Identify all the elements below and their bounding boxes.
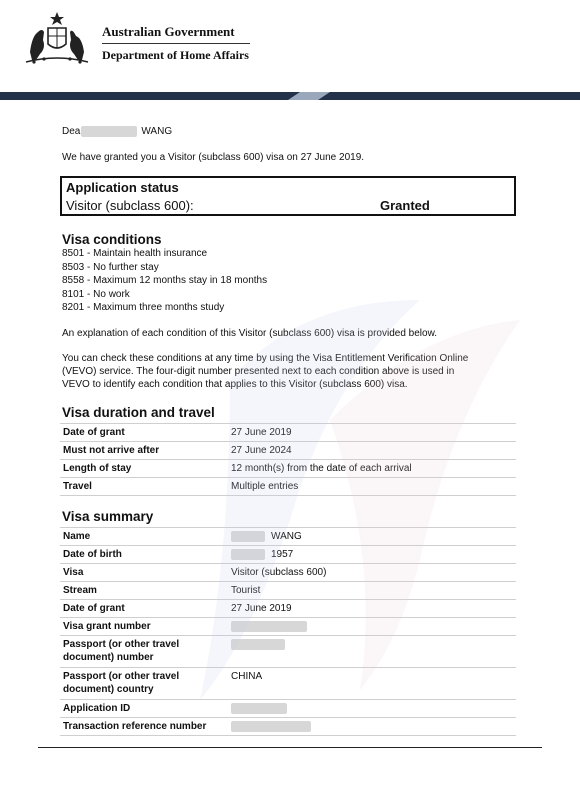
name-value: WANG [271, 531, 302, 543]
footer-divider [38, 747, 542, 748]
vevo-line: (VEVO) service. The four-digit number presented next to each condition above is used in [62, 366, 455, 377]
visa-duration-title: Visa duration and travel [62, 405, 215, 420]
label-line: Passport (or other travel [63, 671, 180, 682]
table-row [60, 617, 516, 635]
label-line: document) number [63, 651, 154, 663]
visa-conditions-list [62, 247, 267, 315]
government-title: Australian Government [102, 24, 235, 39]
row-value [231, 639, 285, 652]
row-label: Stream [63, 585, 97, 596]
visa-summary-table [60, 527, 516, 736]
conditions-explanation: An explanation of each condition of this Visitor (subclass 600) visa is provided below. [62, 328, 438, 339]
row-label: Name [63, 531, 91, 542]
row-value [231, 621, 307, 634]
status-title: Application status [66, 180, 179, 195]
status-visa-type: Visitor (subclass 600): [66, 198, 194, 213]
label-line: Passport (or other travel [63, 639, 180, 650]
row-label [63, 639, 223, 664]
visa-summary-title: Visa summary [62, 509, 154, 524]
department-title: Department of Home Affairs [102, 48, 249, 62]
salutation-surname: WANG [141, 126, 173, 137]
redacted-transaction-reference [231, 721, 311, 732]
row-label: Transaction reference number [63, 721, 207, 732]
table-row [60, 459, 516, 477]
list-item: 8558 - Maximum 12 months stay in 18 months [62, 275, 268, 286]
table-row [60, 717, 516, 736]
table-row [60, 667, 516, 699]
row-value: 27 June 2024 [231, 445, 292, 456]
vevo-line: VEVO to identify each condition that applies to this Visitor (subclass 600) visa. [62, 379, 408, 390]
row-label: Visa [63, 567, 84, 578]
row-value: Tourist [231, 585, 261, 596]
header-band [0, 92, 580, 100]
row-label: Must not arrive after [63, 445, 160, 456]
redacted-given-name [231, 531, 265, 542]
redacted-application-id [231, 703, 287, 714]
list-item: 8201 - Maximum three months study [62, 302, 225, 313]
row-value: CHINA [231, 671, 263, 682]
redacted-passport-number [231, 639, 285, 650]
vevo-paragraph [62, 352, 468, 391]
table-row [60, 527, 516, 545]
row-value: 12 month(s) from the date of each arrival [231, 463, 412, 474]
list-item: 8503 - No further stay [62, 261, 159, 273]
table-row [60, 423, 516, 441]
application-status-box [60, 176, 516, 216]
redacted-birth-day [231, 549, 265, 560]
dob-value: 1957 [271, 549, 294, 561]
row-label: Length of stay [63, 463, 132, 474]
row-value [231, 703, 287, 716]
table-row [60, 599, 516, 617]
table-row [60, 477, 516, 496]
grant-sentence: We have granted you a Visitor (subclass 600) visa on 27 June 2019. [62, 152, 365, 163]
status-value: Granted [380, 198, 430, 213]
salutation [62, 125, 172, 138]
row-label: Travel [63, 481, 92, 492]
coat-of-arms-icon [22, 10, 92, 68]
table-row [60, 545, 516, 563]
row-value [231, 721, 311, 734]
table-row [60, 563, 516, 581]
salutation-prefix: Dea [62, 126, 81, 137]
row-value [231, 531, 302, 544]
redacted-grant-number [231, 621, 307, 632]
visa-conditions-title: Visa conditions [62, 232, 162, 247]
row-value [231, 549, 293, 562]
row-label: Application ID [63, 703, 131, 714]
vevo-line: You can check these conditions at any time by using the Visa Entitlement Verification Online [62, 353, 469, 364]
row-value: Visitor (subclass 600) [231, 567, 327, 578]
table-row [60, 635, 516, 667]
row-label [63, 671, 223, 696]
list-item: 8501 - Maintain health insurance [62, 248, 208, 259]
header-divider [102, 43, 250, 44]
label-line: document) country [63, 683, 154, 695]
visa-duration-table [60, 423, 516, 496]
table-row [60, 581, 516, 599]
row-label: Date of grant [63, 603, 125, 614]
list-item: 8101 - No work [62, 288, 130, 300]
row-value: 27 June 2019 [231, 603, 292, 614]
table-row [60, 441, 516, 459]
row-value: 27 June 2019 [231, 427, 292, 438]
row-value: Multiple entries [231, 481, 299, 492]
table-row [60, 699, 516, 717]
row-label: Visa grant number [63, 621, 151, 632]
redacted-given-name [81, 126, 137, 137]
row-label: Date of grant [63, 427, 125, 438]
row-label: Date of birth [63, 549, 122, 560]
